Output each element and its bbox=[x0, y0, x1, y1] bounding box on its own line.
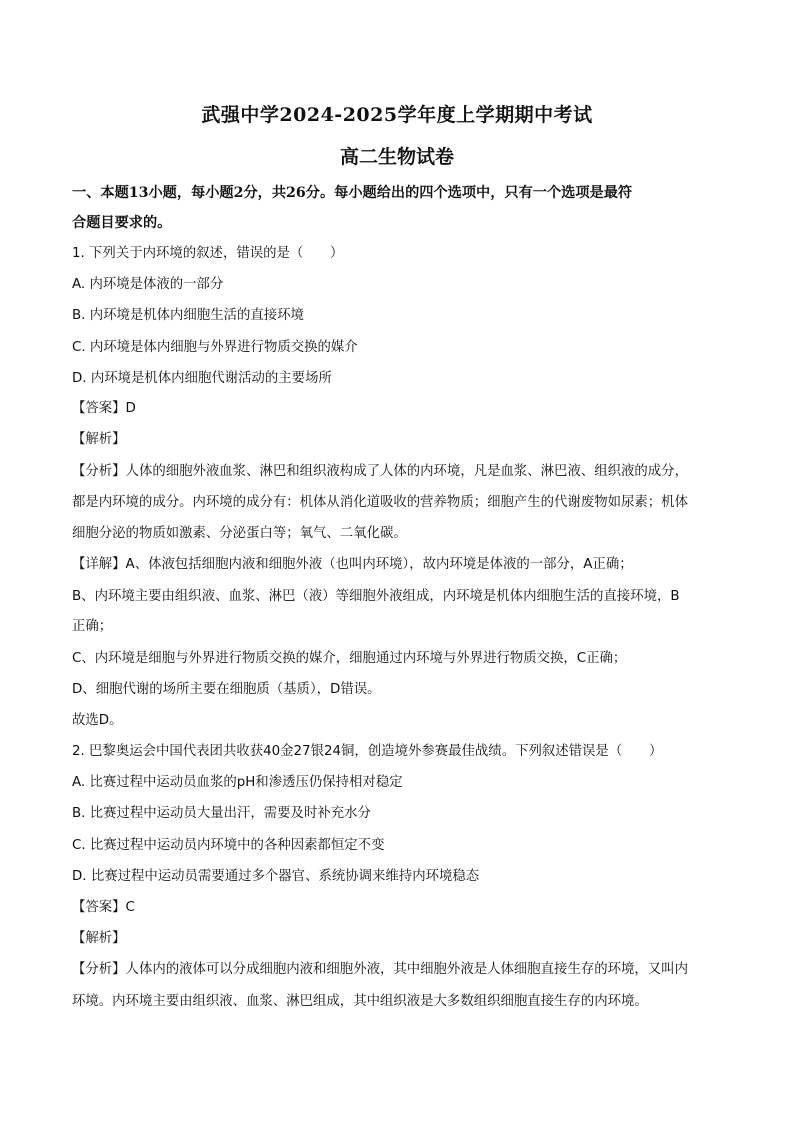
q1-analysis-label: 【解析】 bbox=[72, 432, 126, 447]
q1-answer: 【答案】D bbox=[72, 401, 136, 416]
q1-option-b: B. 内环境是机体内细胞生活的直接环境 bbox=[72, 308, 304, 323]
section-instruction-line1: 一、本题13小题，每小题2分，共26分。每小题给出的四个选项中，只有一个选项是最符 bbox=[72, 185, 633, 201]
q2-fenxi-line2: 环境。内环境主要由组织液、血浆、淋巴组成，其中组织液是大多数组织细胞直接生存的内环境。 bbox=[72, 994, 648, 1009]
q1-option-d: D. 内环境是机体内细胞代谢活动的主要场所 bbox=[72, 371, 332, 386]
q2-fenxi-line1: 【分析】人体内的液体可以分成细胞内液和细胞外液，其中细胞外液是人体细胞直接生存的环境，又叫内 bbox=[72, 962, 688, 977]
q1-conclusion: 故选D。 bbox=[72, 713, 123, 728]
q1-fenxi-line2: 都是内环境的成分。内环境的成分有：机体从消化道吸收的营养物质；细胞产生的代谢废物如尿素；机体 bbox=[72, 495, 688, 510]
q2-option-a: A. 比赛过程中运动员血浆的pH和渗透压仍保持相对稳定 bbox=[72, 775, 403, 790]
page-title: 武强中学2024-2025学年度上学期期中考试 bbox=[201, 104, 593, 126]
q1-xiangjie-line4: C、内环境是细胞与外界进行物质交换的媒介，细胞通过内环境与外界进行物质交换，C正确； bbox=[72, 651, 627, 666]
q2-option-c: C. 比赛过程中运动员内环境中的各种因素都恒定不变 bbox=[72, 838, 385, 853]
q1-fenxi-line3: 细胞分泌的物质如激素、分泌蛋白等；氧气、二氧化碳。 bbox=[72, 526, 407, 541]
q1-option-a: A. 内环境是体液的一部分 bbox=[72, 277, 224, 292]
q1-xiangjie-line3: 正确； bbox=[72, 619, 113, 634]
q2-analysis-label: 【解析】 bbox=[72, 931, 126, 946]
page-subtitle: 高二生物试卷 bbox=[339, 146, 454, 168]
q1-stem: 1. 下列关于内环境的叙述，错误的是（ ） bbox=[72, 246, 344, 261]
q2-answer: 【答案】C bbox=[72, 900, 135, 915]
q2-option-d: D. 比赛过程中运动员需要通过多个器官、系统协调来维持内环境稳态 bbox=[72, 869, 480, 884]
q1-fenxi-line1: 【分析】人体的细胞外液血浆、淋巴和组织液构成了人体的内环境，凡是血浆、淋巴液、组织液的成分， bbox=[72, 464, 688, 479]
q1-option-c: C. 内环境是体内细胞与外界进行物质交换的媒介 bbox=[72, 340, 358, 355]
q1-xiangjie-line2: B、内环境主要由组织液、血浆、淋巴（液）等细胞外液组成，内环境是机体内细胞生活的直接环境，B bbox=[72, 589, 680, 604]
q1-xiangjie-line5: D、细胞代谢的场所主要在细胞质（基质），D错误。 bbox=[72, 682, 381, 697]
section-instruction-line2: 合题目要求的。 bbox=[72, 215, 172, 231]
q2-stem: 2. 巴黎奥运会中国代表团共收获40金27银24铜，创造境外参赛最佳战绩。下列叙述错误是（ ） bbox=[72, 744, 663, 759]
q1-xiangjie-line1: 【详解】A、体液包括细胞内液和细胞外液（也叫内环境），故内环境是体液的一部分，A正确； bbox=[72, 557, 633, 572]
q2-option-b: B. 比赛过程中运动员大量出汗，需要及时补充水分 bbox=[72, 806, 371, 821]
